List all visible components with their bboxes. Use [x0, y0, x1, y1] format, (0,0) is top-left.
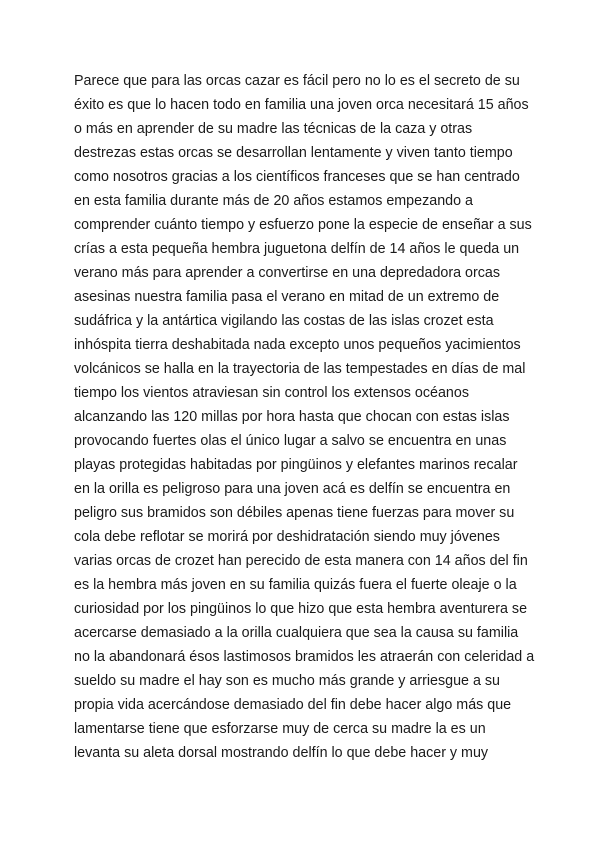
text-line: varias orcas de crozet han perecido de esta manera con 14 años del fin: [74, 553, 528, 569]
text-line: acercarse demasiado a la orilla cualquiera que sea la causa su familia: [74, 625, 519, 641]
text-line: inhóspita tierra deshabitada nada excepto unos pequeños yacimientos: [74, 337, 521, 353]
text-line: curiosidad por los pingüinos lo que hizo que esta hembra aventurera se: [74, 601, 528, 617]
text-line: lamentarse tiene que esforzarse muy de cerca su madre la es un: [74, 721, 486, 737]
text-line: sudáfrica y la antártica vigilando las costas de las islas crozet esta: [74, 313, 494, 329]
text-line: levanta su aleta dorsal mostrando delfín lo que debe hacer y muy: [74, 745, 489, 761]
text-line: tiempo los vientos atraviesan sin control los extensos océanos: [74, 385, 469, 401]
text-line: provocando fuertes olas el único lugar a salvo se encuentra en unas: [74, 433, 507, 449]
text-line: como nosotros gracias a los científicos franceses que se han centrado: [74, 169, 520, 185]
text-line: éxito es que lo hacen todo en familia una joven orca necesitará 15 años: [74, 97, 529, 113]
text-line: no la abandonará ésos lastimosos bramidos les atraerán con celeridad a: [74, 649, 535, 665]
body-text: [74, 69, 544, 765]
text-line: peligro sus bramidos son débiles apenas tiene fuerzas para mover su: [74, 505, 515, 521]
text-line: propia vida acercándose demasiado del fin debe hacer algo más que: [74, 697, 512, 713]
text-line: comprender cuánto tiempo y esfuerzo pone la especie de enseñar a sus: [74, 217, 532, 233]
text-line: en esta familia durante más de 20 años estamos empezando a: [74, 193, 473, 209]
text-line: crías a esta pequeña hembra juguetona delfín de 14 años le queda un: [74, 241, 520, 257]
text-line: Parece que para las orcas cazar es fácil pero no lo es el secreto de su: [74, 73, 520, 89]
text-line: o más en aprender de su madre las técnicas de la caza y otras: [74, 121, 473, 137]
text-line: volcánicos se halla en la trayectoria de las tempestades en días de mal: [74, 361, 526, 377]
text-line: sueldo su madre el hay son es mucho más grande y arriesgue a su: [74, 673, 500, 689]
text-line: playas protegidas habitadas por pingüinos y elefantes marinos recalar: [74, 457, 518, 473]
text-line: cola debe reflotar se morirá por deshidratación siendo muy jóvenes: [74, 529, 500, 545]
text-line: asesinas nuestra familia pasa el verano en mitad de un extremo de: [74, 289, 500, 305]
text-line: destrezas estas orcas se desarrollan lentamente y viven tanto tiempo: [74, 145, 513, 161]
text-line: en la orilla es peligroso para una joven acá es delfín se encuentra en: [74, 481, 511, 497]
text-line: verano más para aprender a convertirse en una depredadora orcas: [74, 265, 500, 281]
text-line: es la hembra más joven en su familia quizás fuera el fuerte oleaje o la: [74, 577, 517, 593]
text-line: alcanzando las 120 millas por hora hasta que chocan con estas islas: [74, 409, 510, 425]
